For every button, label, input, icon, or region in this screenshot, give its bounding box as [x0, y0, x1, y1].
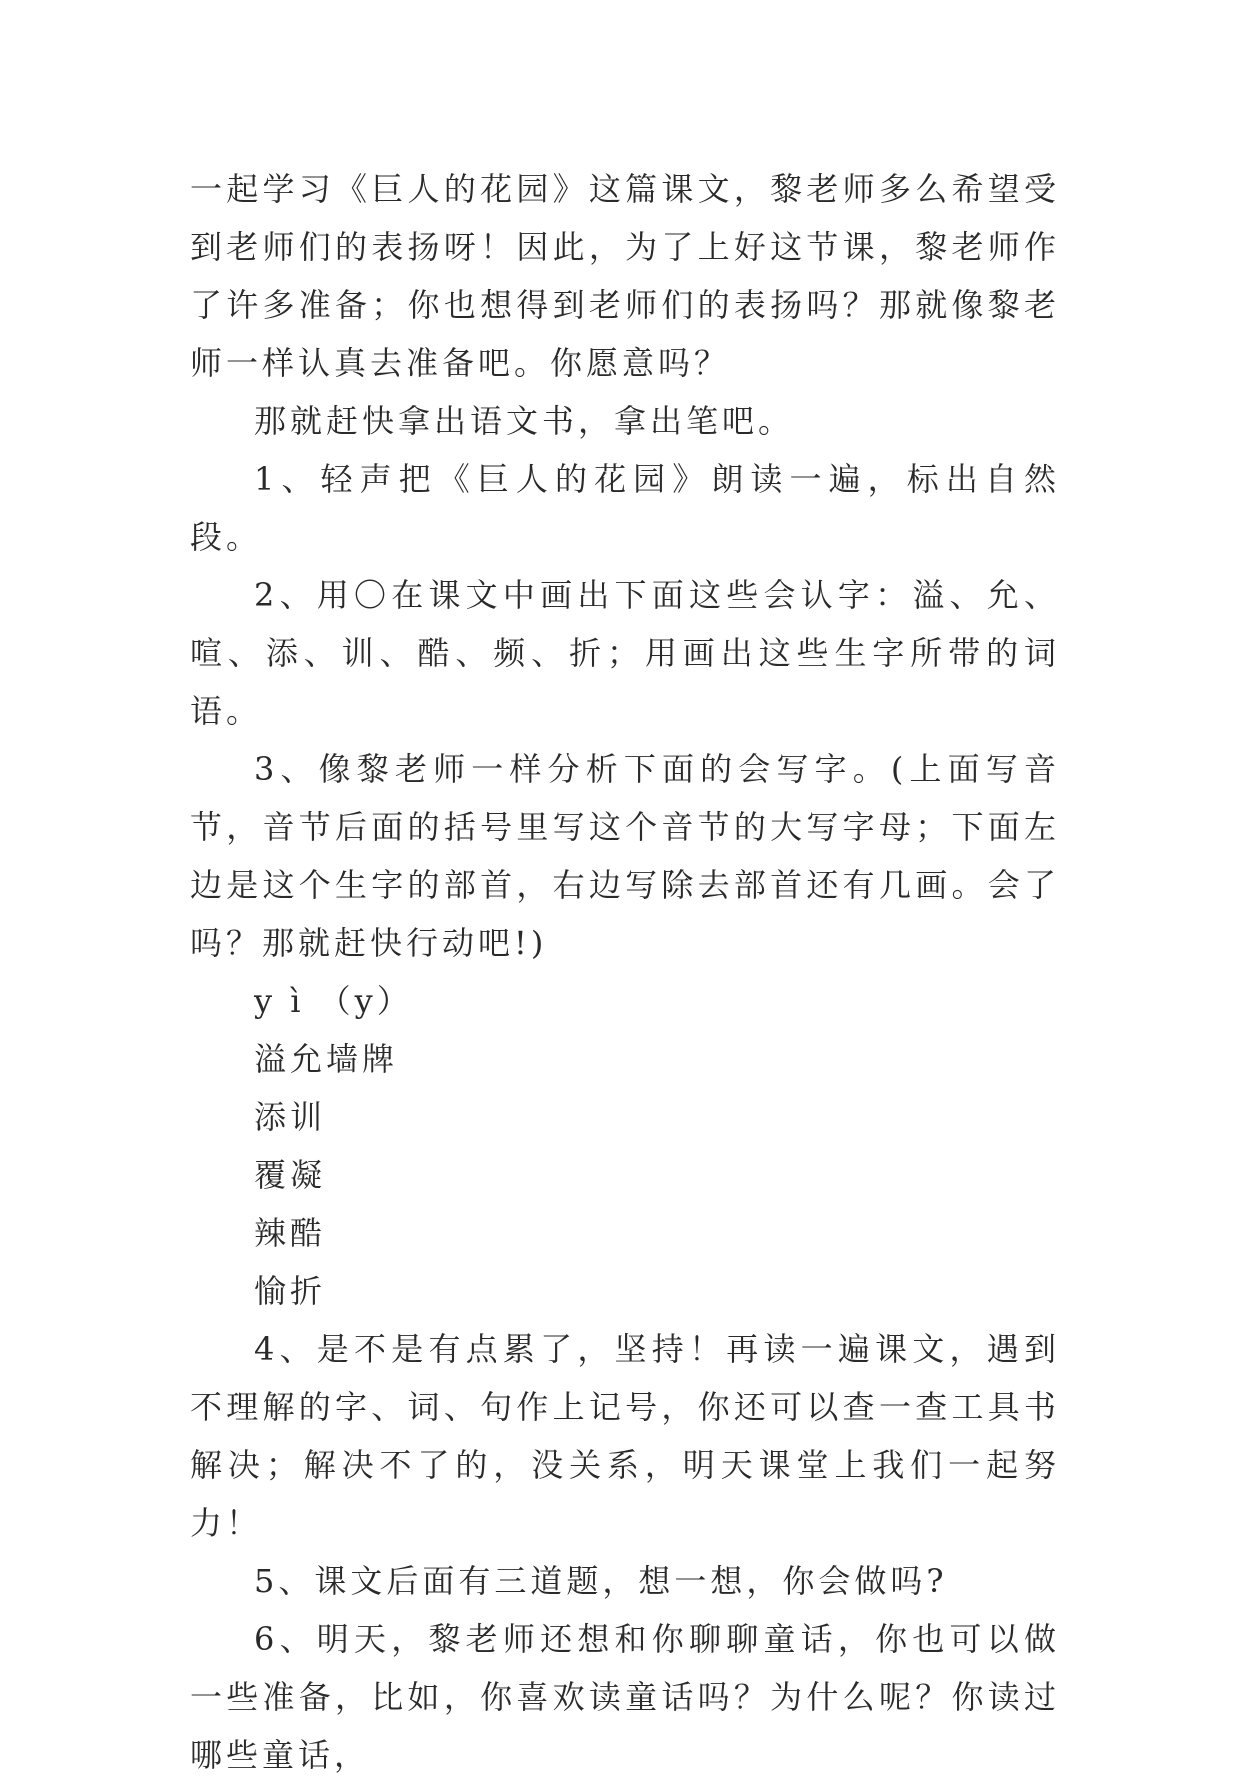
- character-row-4: 辣酷: [254, 1214, 327, 1252]
- paragraph-task-5: 5、课文后面有三道题，想一想，你会做吗?: [254, 1562, 948, 1600]
- character-row-1: 溢允墙牌: [254, 1040, 399, 1078]
- character-row-3: 覆凝: [254, 1156, 327, 1194]
- paragraph-take-out-books: 那就赶快拿出语文书，拿出笔吧。: [254, 402, 795, 440]
- paragraph-task-6: 6、明天，黎老师还想和你聊聊童话，你也可以做一些准备，比如，你喜欢读童话吗？为什么呢？你读过哪些童话，: [190, 1620, 1060, 1774]
- paragraph-task-4: 4、是不是有点累了，坚持！再读一遍课文，遇到不理解的字、词、句作上记号，你还可以查一查工具书解决；解决不了的，没关系，明天课堂上我们一起努力！: [190, 1330, 1060, 1542]
- document-body: [190, 160, 1060, 1784]
- paragraph-task-3: 3、像黎老师一样分析下面的会写字。(上面写音节，音节后面的括号里写这个音节的大写字母；下面左边是这个生字的部首，右边写除去部首还有几画。会了吗？那就赶快行动吧!): [190, 750, 1060, 962]
- pinyin-example: y ì （y）: [254, 982, 413, 1020]
- paragraph-intro: 一起学习《巨人的花园》这篇课文，黎老师多么希望受到老师们的表扬呀！因此，为了上好这节课，黎老师作了许多准备；你也想得到老师们的表扬吗？那就像黎老师一样认真去准备吧。你愿意吗？: [190, 170, 1060, 382]
- paragraph-task-1: 1、轻声把《巨人的花园》朗读一遍，标出自然段。: [190, 460, 1060, 556]
- character-row-2: 添训: [254, 1098, 327, 1136]
- character-row-5: 愉折: [254, 1272, 327, 1310]
- paragraph-task-2: 2、用〇在课文中画出下面这些会认字：溢、允、喧、添、训、酷、频、折；用画出这些生字所带的词语。: [190, 576, 1060, 730]
